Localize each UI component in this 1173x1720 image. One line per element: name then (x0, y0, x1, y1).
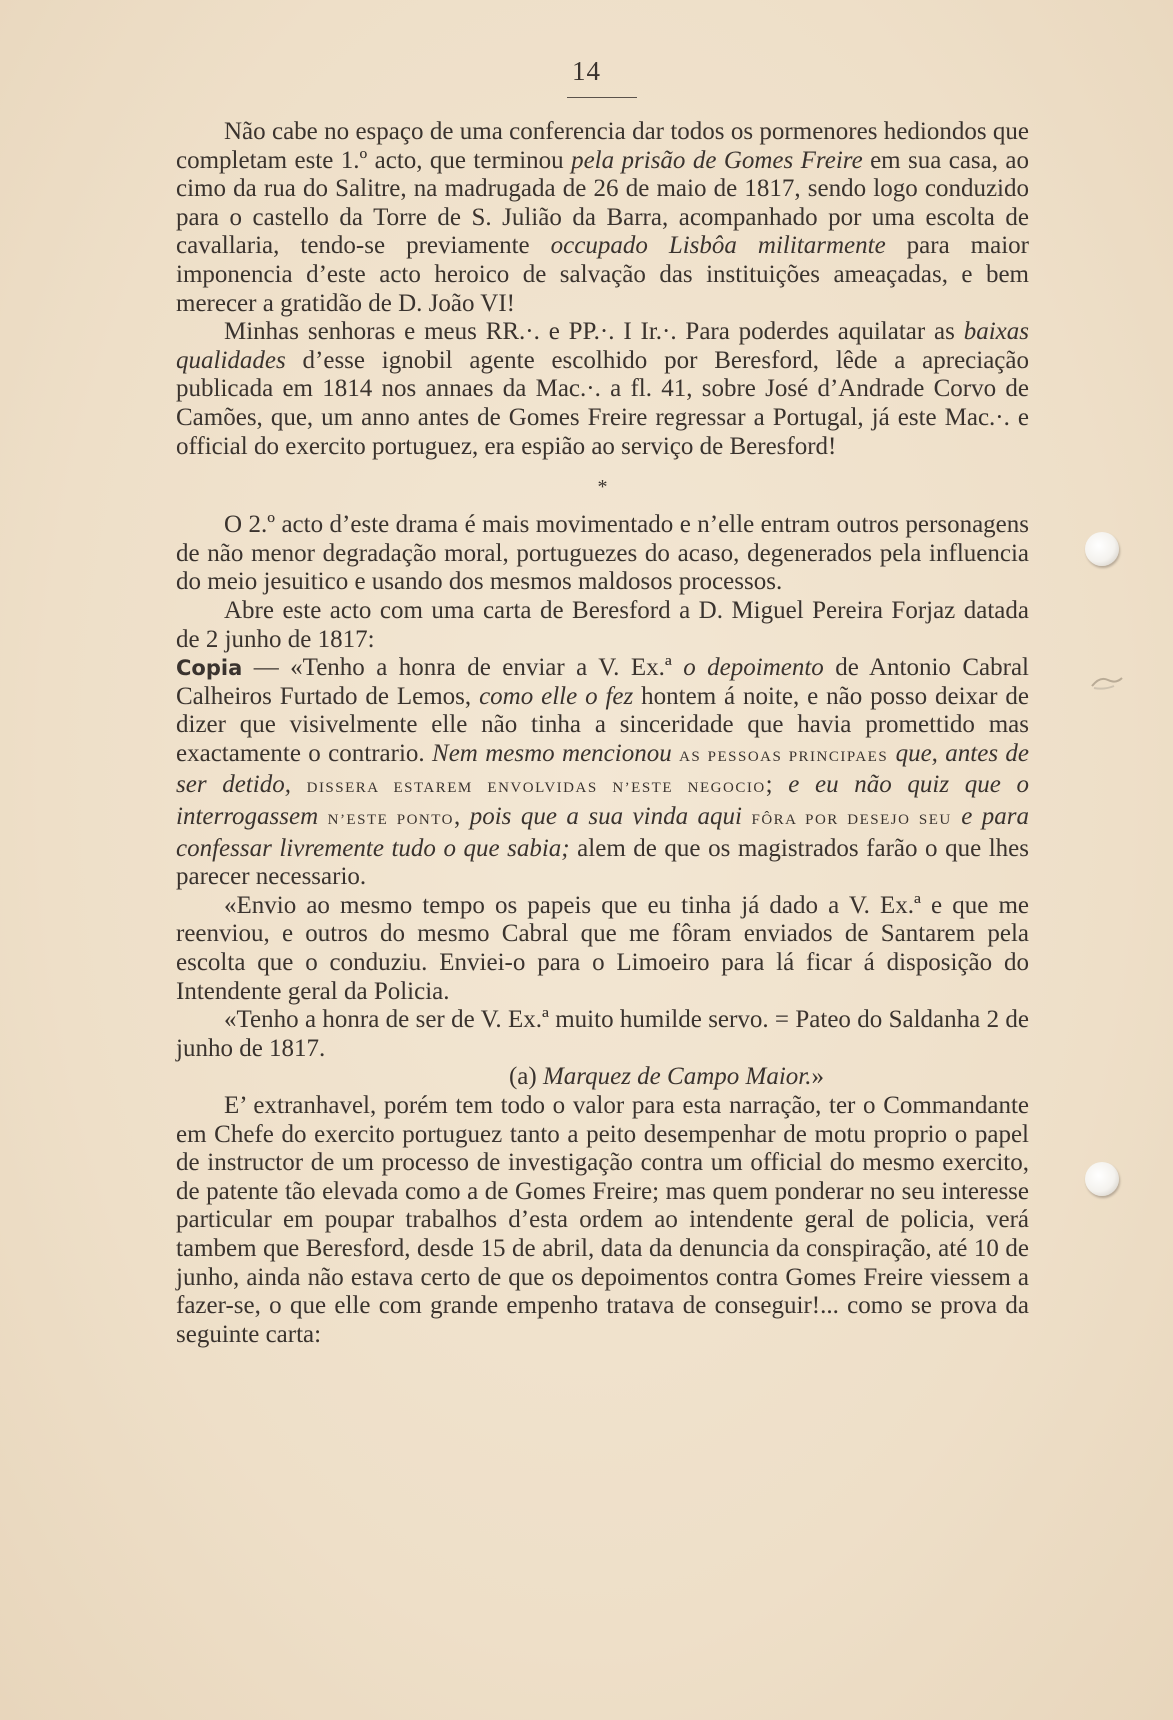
italic-text: e para confessar livremente tudo o que sabia; (176, 803, 1030, 862)
text-run: O 2.º acto d’este drama é mais movimentado e n’elle entram outros personagens de não menor degradação moral, portuguezes do acaso, degenerados pela influencia do meio jesuitico e usando dos mesmos maldosos processos. (176, 511, 1029, 596)
text-run: (a) (508, 1063, 543, 1091)
text-run (672, 740, 679, 767)
text-run: — «Tenho a honra de enviar a V. Ex.ª (242, 654, 684, 682)
italic-text: pela prisão de Gomes Freire (571, 146, 863, 174)
text-run (291, 771, 307, 798)
paper-tear-mark (1090, 672, 1124, 694)
paragraph (176, 318, 1029, 461)
text-run: «Tenho a honra de ser de V. Ex.ª muito humilde servo. = Pateo do Saldanha 2 de junho de 1817. (176, 1006, 1029, 1062)
paragraph (176, 118, 1029, 318)
text-run: alem de que os magistrados farão o que lhes parecer necessario. (176, 834, 1030, 891)
paragraph (176, 597, 1029, 654)
small-caps-text: FÔRA POR DESEJO SEU (751, 812, 952, 829)
italic-text: occupado Lisbôa militarmente (550, 232, 886, 260)
body-text (176, 118, 1029, 1349)
text-run: para maior imponencia d’este acto heroico de salvação das instituições ameaçadas, e bem merecer a gratidão de D. João VI! (176, 232, 1029, 317)
section-two (176, 511, 1029, 1349)
page-number-rule (567, 97, 637, 98)
paragraph (176, 511, 1029, 597)
italic-text: baixas qualidades (176, 318, 1029, 374)
text-run: hontem á noite, e não posso deixar de dizer que visivelmente elle não tinha a sinceridade que havia promettido mas exactamente o contrario. (176, 682, 1029, 767)
text-run: » (811, 1063, 824, 1091)
section-separator: * (597, 476, 608, 499)
text-run (318, 803, 327, 830)
italic-text: Nem mesmo mencionou (432, 739, 672, 767)
italic-text: que, antes de ser detido, (176, 739, 1030, 799)
text-run: Minhas senhoras e meus RR.·. e PP.·. I Ir.·. Para poderdes aquilatar as (224, 318, 964, 346)
section-one (176, 118, 1029, 461)
text-run (952, 803, 961, 830)
text-run: E’ extranhavel, porém tem todo o valor para esta narração, ter o Commandante em Chefe do exercito portuguez tanto a peito desempenhar de motu proprio o papel de instructor de um processo de investigação contra um official do mesmo exercito, de patente tão elevada como a de Gomes Freire; mas quem ponderar no seu interesse particular em poupar trabalhos d’esta ordem ao intendente geral de policia, verá tambem que Beresford, desde 15 de abril, data da denuncia da conspiração, até 10 de junho, ainda não estava certo de que os depoimentos contra Gomes Freire viessem a fazer-se, o que elle com grande empenho tratava de conseguir!... como se prova da seguinte carta: (176, 1092, 1029, 1348)
text-run: ; (765, 771, 789, 799)
punch-hole-top (1085, 532, 1119, 566)
paragraph (176, 1006, 1029, 1063)
bold-label: Copia (176, 656, 243, 681)
text-run: , (453, 803, 470, 831)
small-caps-text: N’ESTE PONTO (327, 812, 454, 829)
text-run: de Antonio Cabral Calheiros Furtado de Lemos, (176, 654, 1029, 710)
paragraph (176, 1063, 1029, 1092)
paragraph (176, 1092, 1029, 1349)
text-run: «Envio ao mesmo tempo os papeis que eu tinha já dado a V. Ex.ª e que me reenviou, e outros do mesmo Cabral que me fôram enviados de Santarem pela escolta que o conduziu. Enviei-o para o Limoeiro para lá ficar á disposição do Intendente geral da Policia. (176, 891, 1029, 1005)
text-run: d’esse ignobil agente escolhido por Beresford, lêde a apreciação publicada em 1814 nos annaes da Mac.·. a fl. 41, sobre José d’Andrade Corvo de Camões, que, um anno antes de Gomes Freire regressar a Portugal, já este Mac.·. e official do exercito portuguez, era espião ao serviço de Beresford! (176, 346, 1029, 460)
punch-hole-bottom (1085, 1162, 1119, 1196)
italic-text: o depoimento (683, 654, 824, 682)
text-run (888, 740, 895, 767)
text-run: em sua casa, ao cimo da rua do Salitre, na madrugada de 26 de maio de 1817, sendo logo conduzido para o castello da Torre de S. Julião da Barra, acompanhado por uma escolta de cavallaria, tendo-se previamente (176, 146, 1029, 260)
italic-text: como elle o fez (479, 682, 634, 710)
paragraph (176, 892, 1029, 1006)
italic-text: e eu não quiz que o interrogassem (176, 771, 1030, 831)
small-caps-text: AS PESSOAS PRINCIPAES (679, 748, 889, 765)
italic-text: pois que a sua vinda aqui (469, 803, 743, 831)
paragraph (176, 654, 1029, 892)
text-run: Não cabe no espaço de uma conferencia dar todos os pormenores hediondos que completam este 1.º acto, que terminou (176, 118, 1029, 174)
page-number: 14 (572, 56, 601, 86)
text-run: Abre este acto com uma carta de Beresford a D. Miguel Pereira Forjaz datada de 2 junho de 1817: (176, 596, 1029, 653)
small-caps-text: DISSERA ESTAREM ENVOLVIDAS N’ESTE NEGOCIO (306, 780, 766, 797)
italic-text: Marquez de Campo Maior. (542, 1063, 812, 1091)
